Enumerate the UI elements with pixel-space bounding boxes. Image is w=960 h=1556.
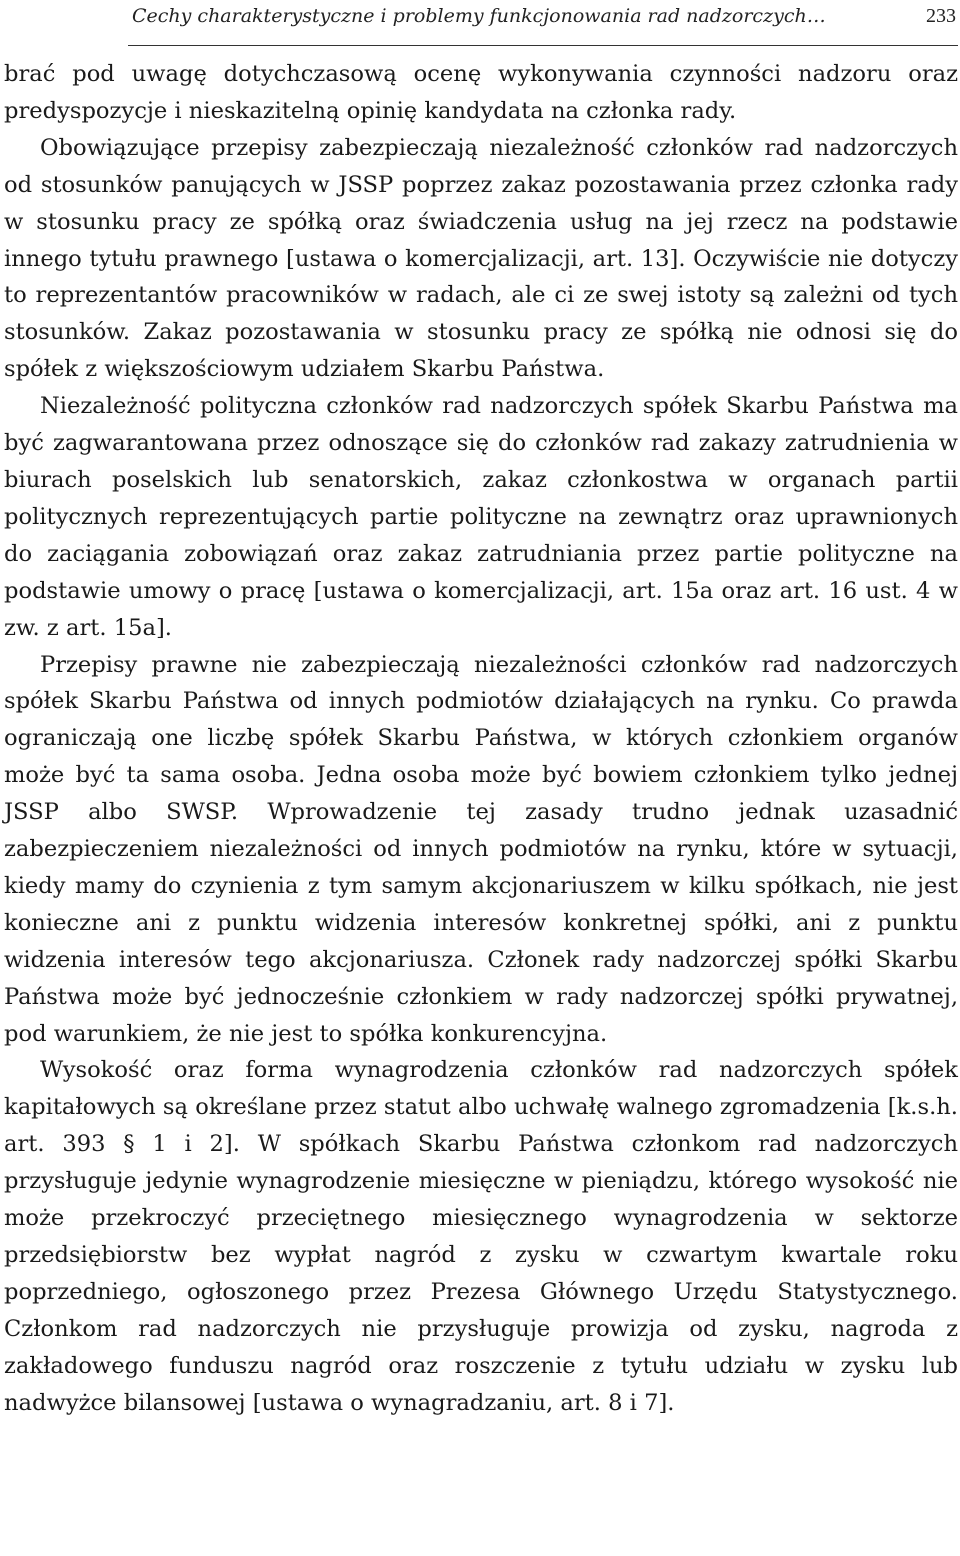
running-header bbox=[4, 0, 958, 33]
paragraph: Niezależność polityczna członków rad nadzorczych spółek Skarbu Państwa ma być zagwarantowana przez odnoszące się do członków rad zakazy zatrudnienia w biurach poselskich lub senatorskich, zakaz członkostwa w organach partii politycznych reprezentujących partie polityczne na zewnątrz oraz uprawnionych do zaciągania zobowiązań oraz zakaz zatrudniania przez partie polityczne na podstawie umowy o pracę [ustawa o komercjalizacji, art. 15a oraz art. 16 ust. 4 w zw. z art. 15a]. bbox=[4, 393, 958, 641]
page-number: 233 bbox=[926, 5, 956, 27]
body-text bbox=[4, 56, 958, 1422]
paragraph: Przepisy prawne nie zabezpieczają niezależności członków rad nadzorczych spółek Skarbu Państwa od innych podmiotów działających na rynku. Co prawda ograniczają one liczbę spółek Skarbu Państwa, w których członkiem organów może być ta sama osoba. Jedna osoba może być bowiem członkiem tylko jednej JSSP albo SWSP. Wprowadzenie tej zasady trudno jednak uzasadnić zabezpieczeniem niezależności od innych podmiotów na rynku, które w sytuacji, kiedy mamy do czynienia z tym samym akcjonariuszem w kilku spółkach, nie jest konieczne ani z punktu widzenia interesów konkretnej spółki, ani z punktu widzenia interesów tego akcjonariusza. Członek rady nadzorczej spółki Skarbu Państwa może być jednocześnie członkiem w rady nadzorczej spółki prywatnej, pod warunkiem, że nie jest to spółka konkurencyjna. bbox=[4, 651, 958, 1047]
running-title: Cechy charakterystyczne i problemy funkcjonowania rad nadzorczych… bbox=[132, 5, 826, 27]
paragraph: Obowiązujące przepisy zabezpieczają niezależność członków rad nadzorczych od stosunków panujących w JSSP poprzez zakaz pozostawania przez członka rady w stosunku pracy ze spółką oraz świadczenia usług na jej rzecz na podstawie innego tytułu prawnego [ustawa o komercjalizacji, art. 13]. Oczywiście nie dotyczy to reprezentantów pracowników w radach, ale ci ze swej istoty są zależni od tych stosunków. Zakaz pozostawania w stosunku pracy ze spółką nie odnosi się do spółek z większościowym udziałem Skarbu Państwa. bbox=[4, 134, 958, 383]
paragraph-continued: brać pod uwagę dotychczasową ocenę wykonywania czynności nadzoru oraz predyspozycje i nieskazitelną opinię kandydata na członka rady. bbox=[4, 61, 958, 124]
header-rule bbox=[128, 45, 958, 46]
paragraph: Wysokość oraz forma wynagrodzenia członków rad nadzorczych spółek kapitałowych są określane przez statut albo uchwałę walnego zgromadzenia [k.s.h. art. 393 § 1 i 2]. W spółkach Skarbu Państwa członkom rad nadzorczych przysługuje jedynie wynagrodzenie miesięczne w pieniądzu, którego wysokość nie może przekroczyć przeciętnego miesięcznego wynagrodzenia w sektorze przedsiębiorstw bez wypłat nagród z zysku w czwartym kwartale roku poprzedniego, ogłoszonego przez Prezesa Głównego Urzędu Statystycznego. Członkom rad nadzorczych nie przysługuje prowizja od zysku, nagroda z zakładowego funduszu nagród oraz roszczenie z tytułu udziału w zysku lub nadwyżce bilansowej [ustawa o wynagradzaniu, art. 8 i 7]. bbox=[4, 1057, 958, 1416]
